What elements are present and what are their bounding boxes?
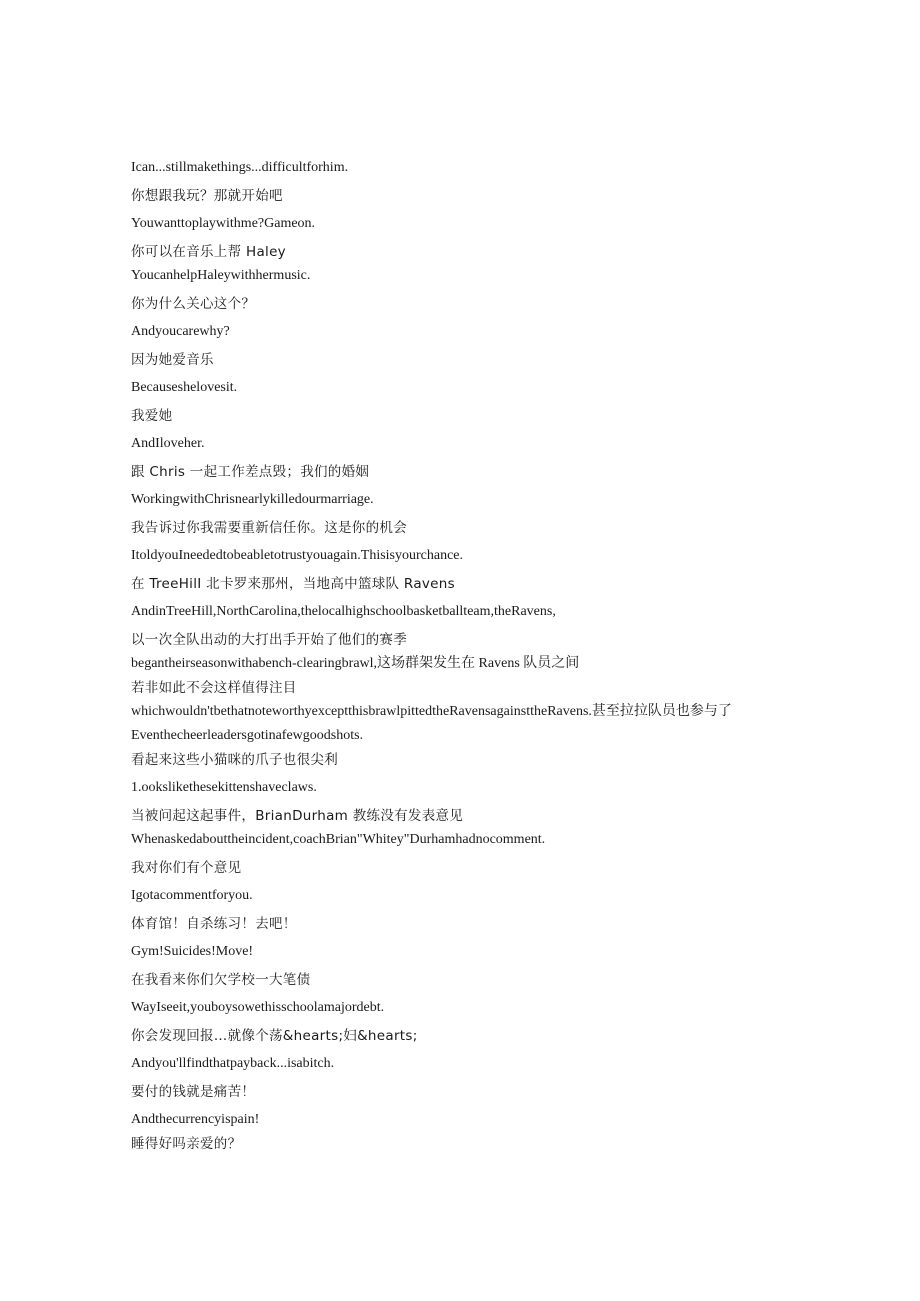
transcript-line: Igotacommentforyou. <box>131 888 253 903</box>
transcript-line: 你为什么关心这个？ <box>131 296 256 312</box>
transcript-line: ItoldyouIneededtobeabletotrustyouagain.Thisisyourchance. <box>131 548 464 563</box>
transcript-line: Ican...stillmakethings...difficultforhim. <box>131 160 349 175</box>
transcript-line: 看起来这些小猫咪的爪子也很尖利 <box>131 752 338 768</box>
transcript-line: 你会发现回报…就像个荡&hearts;妇&hearts; <box>131 1028 418 1044</box>
transcript-line: Whenaskedabouttheincident,coachBrian"Whitey"Durhamhadnocomment. <box>131 832 546 847</box>
transcript-line: 你想跟我玩？那就开始吧 <box>131 188 283 204</box>
transcript-line: 若非如此不会这样值得注目 <box>131 680 297 696</box>
transcript-line: begantheirseasonwithabench-clearingbrawl,这场群架发生在 Ravens 队员之间 <box>131 656 580 671</box>
transcript-line: 要付的钱就是痛苦！ <box>131 1084 256 1100</box>
transcript-line: 睡得好吗亲爱的？ <box>131 1136 242 1152</box>
transcript-line: 在 TreeHilI 北卡罗来那州，当地高中篮球队 Ravens <box>131 576 455 592</box>
transcript-line: WayIseeit,youboysowethisschoolamajordebt. <box>131 1000 385 1015</box>
transcript-line: 体育馆！自杀练习！去吧！ <box>131 916 297 932</box>
transcript-line: 因为她爱音乐 <box>131 352 214 368</box>
transcript-line: Andyou'llfindthatpayback...isabitch. <box>131 1056 335 1071</box>
subtitle-transcript <box>131 156 771 1156</box>
transcript-line: Andyoucarewhy? <box>131 324 230 339</box>
transcript-line: 跟 Chris 一起工作差点毁；我们的婚姻 <box>131 464 370 480</box>
transcript-line: 我爱她 <box>131 408 173 424</box>
transcript-line: Becauseshelovesit. <box>131 380 238 395</box>
transcript-line: whichwouldn'tbethatnoteworthyexceptthisbrawlpittedtheRavensagainsttheRavens.甚至拉拉队员也参与了 <box>131 704 732 719</box>
transcript-line: AndIloveher. <box>131 436 205 451</box>
transcript-line: 在我看来你们欠学校一大笔债 <box>131 972 311 988</box>
transcript-line: AndinTreeHill,NorthCarolina,thelocalhighschoolbasketballteam,theRavens, <box>131 604 556 619</box>
transcript-line: 你可以在音乐上帮 Haley <box>131 244 286 260</box>
transcript-line: WorkingwithChrisnearlykilledourmarriage. <box>131 492 374 507</box>
transcript-line: YoucanhelpHaleywithhermusic. <box>131 268 311 283</box>
transcript-line: 当被问起这起事件，BrianDurham 教练没有发表意见 <box>131 808 464 824</box>
transcript-line: 我告诉过你我需要重新信任你。这是你的机会 <box>131 520 407 536</box>
transcript-line: 以一次全队出动的大打出手开始了他们的赛季 <box>131 632 407 648</box>
transcript-line: Gym!Suicides!Move! <box>131 944 254 959</box>
transcript-line: Youwanttoplaywithme?Gameon. <box>131 216 316 231</box>
transcript-line: Eventhecheerleadersgotinafewgoodshots. <box>131 728 364 743</box>
transcript-line: Andthecurrencyispain! <box>131 1112 260 1127</box>
transcript-line: 1.ookslikethesekittenshaveclaws. <box>131 780 317 795</box>
transcript-line: 我对你们有个意见 <box>131 860 242 876</box>
